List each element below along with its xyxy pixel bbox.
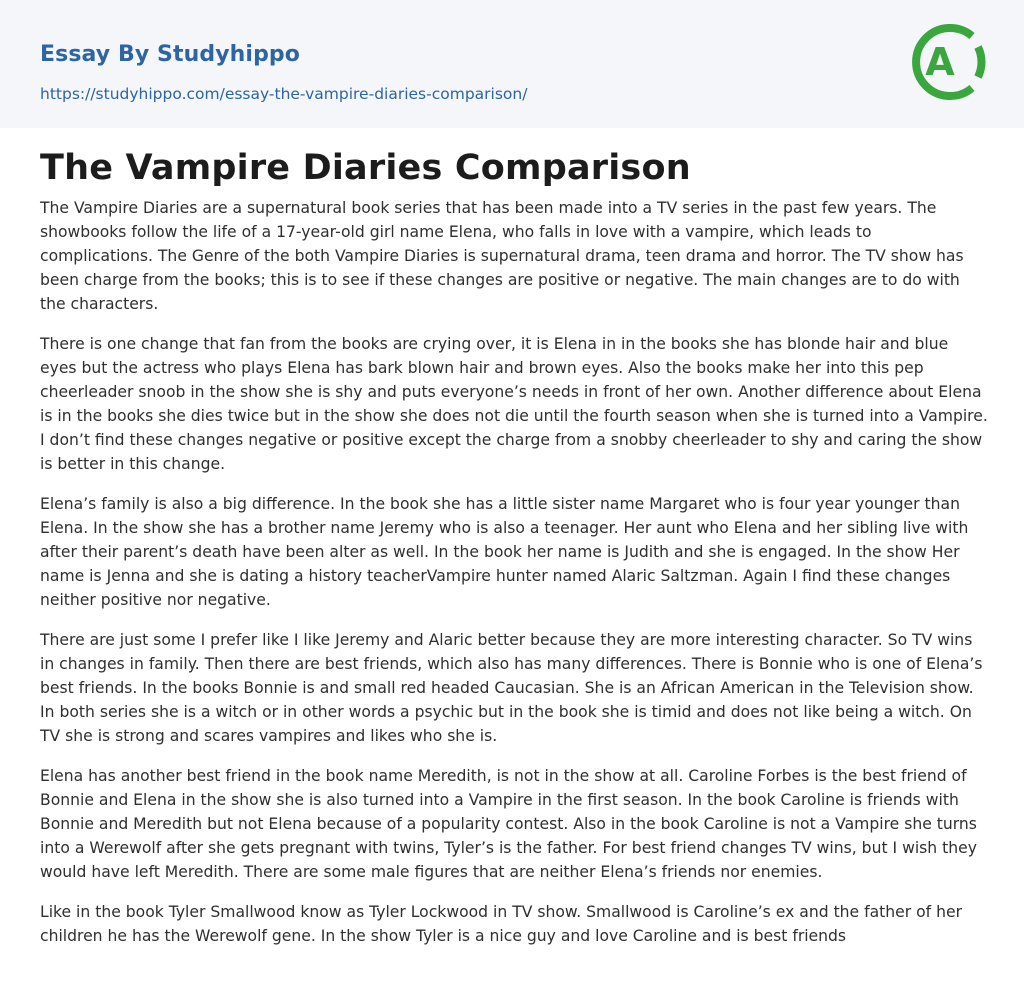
studyhippo-logo-icon[interactable] [912,19,986,105]
logo-letter: A [925,40,955,84]
article-paragraph: Elena’s family is also a big difference. In the book she has a little sister name Margaret who is four year younger than Elena. In the show she has a brother name Jeremy who is also a teenager. Her aunt who Elena and her sibling live with after their parent’s death have been alter as well. In the book her name is Judith and she is engaged. In the show Her name is Jenna and she is dating a history teacherVampire hunter named Alaric Saltzman. Again I find these changes neither positive nor negative. [40,495,969,609]
article-paragraph: There are just some I prefer like I like Jeremy and Alaric better because they are more interesting character. So TV wins in changes in family. Then there are best friends, which also has many differences. There is Bonnie who is one of Elena’s best friends. In the books Bonnie is and small red headed Caucasian. She is an African American in the Television show. In both series she is a witch or in other words a psychic but in the book she is timid and does not like being a witch. On TV she is strong and scares vampires and likes who she is. [40,631,983,745]
essay-url-link[interactable]: https://studyhippo.com/essay-the-vampire-diaries-comparison/ [40,85,528,103]
article [40,140,988,964]
article-paragraph: Like in the book Tyler Smallwood know as Tyler Lockwood in TV show. Smallwood is Caroline’s ex and the father of her children he has the Werewolf gene. In the show Tyler is a nice guy and love Caroline and is best friends [40,903,962,945]
article-paragraph: The Vampire Diaries are a supernatural book series that has been made into a TV series in the past few years. The showbooks follow the life of a 17-year-old girl name Elena, who falls in love with a vampire, which leads to complications. The Genre of the both Vampire Diaries is supernatural drama, teen drama and horror. The TV show has been charge from the books; this is to see if these changes are positive or negative. The main changes are to do with the characters. [40,199,964,313]
logo-ring-right [978,47,981,77]
site-header [0,0,1024,128]
article-title: The Vampire Diaries Comparison [40,148,691,188]
article-paragraph: There is one change that fan from the books are crying over, it is Elena in in the books she has blonde hair and blue eyes but the actress who plays Elena has bark blown hair and brown eyes. Also the books make her into this pep cheerleader snoob in the show she is shy and puts everyone’s needs in front of her own. Another difference about Elena is in the books she dies twice but in the show she does not die until the fourth season when she is turned into a Vampire. I don’t find these changes negative or positive except the charge from a snobby cheerleader to shy and caring the show is better in this change. [40,335,988,473]
article-paragraph: Elena has another best friend in the book name Meredith, is not in the show at all. Caroline Forbes is the best friend of Bonnie and Elena in the show she is also turned into a Vampire in the first season. In the book Caroline is friends with Bonnie and Meredith but not Elena because of a popularity contest. Also in the book Caroline is not a Vampire she turns into a Werewolf after she gets pregnant with twins, Tyler’s is the father. For best friend changes TV wins, but I wish they would have left Meredith. There are some male figures that are neither Elena’s friends nor enemies. [40,767,977,881]
brand-title[interactable]: Essay By Studyhippo [40,42,300,67]
